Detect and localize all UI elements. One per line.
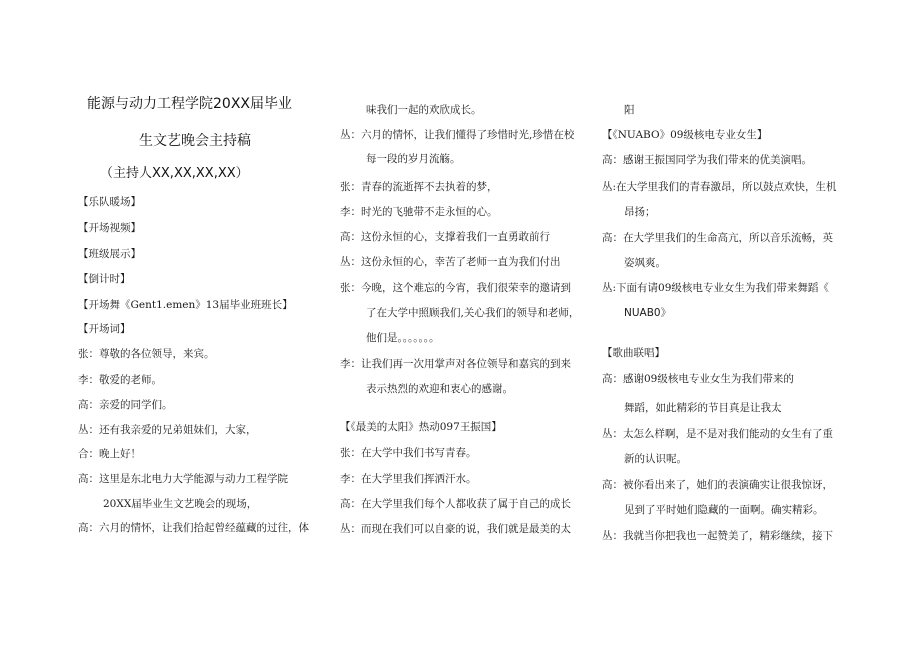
script-line: 合：晚上好！ bbox=[78, 448, 141, 460]
script-line-continued: 味我们一起的欢欣成长。 bbox=[366, 104, 482, 116]
program-item: 【《NUABO》09级核电专业女生】 bbox=[602, 129, 768, 141]
script-line: 李：在大学里我们挥洒汗水。 bbox=[340, 473, 477, 485]
program-item: 【乐队暖场】 bbox=[78, 196, 141, 208]
script-line: 张：青春的流逝挥不去执着的梦， bbox=[340, 181, 498, 193]
script-line: 高：亲爱的同学们。 bbox=[78, 399, 173, 411]
script-line: 丛:在大学里我们的青春激昂，所以鼓点欢快，生机 bbox=[602, 181, 837, 193]
doc-title-line-1: 能源与动力工程学院20XX届毕业 bbox=[87, 96, 292, 112]
script-line-continued: 每一段的岁月流觞。 bbox=[366, 153, 461, 165]
script-line: 高：这里是东北电力大学能源与动力工程学院 bbox=[78, 473, 288, 485]
script-line: 高：在大学里我们每个人都收获了属于自己的成长 bbox=[340, 498, 571, 510]
script-line-continued: 姿飒爽。 bbox=[624, 257, 666, 269]
doc-hosts-line: （主持人XX,XX,XX,XX） bbox=[100, 166, 249, 181]
script-line: 丛：还有我亲爱的兄弟姐妹们，大家， bbox=[78, 424, 257, 436]
script-line: 丛:下面有请09级核电专业女生为我们带来舞蹈《 bbox=[602, 282, 829, 294]
script-line-continued: 了在大学中照顾我们,关心我们的领导和老师， bbox=[366, 307, 580, 319]
program-item: 【倒计时】 bbox=[78, 273, 131, 285]
script-line: 丛：六月的情怀，让我们懂得了珍惜时光,珍惜在校 bbox=[340, 129, 575, 141]
script-line: 高：六月的情怀，让我们拾起曾经蕴藏的过往，体 bbox=[78, 522, 309, 534]
doc-title-line-2: 生文艺晚会主持稿 bbox=[139, 133, 251, 149]
script-line: 高：在大学里我们的生命高亢，所以音乐流畅，英 bbox=[602, 232, 833, 244]
script-line-continued: 表示热烈的欢迎和衷心的感谢。 bbox=[366, 383, 513, 395]
script-line-continued: 阳 bbox=[624, 104, 635, 116]
program-item: 【班级展示】 bbox=[78, 248, 141, 260]
script-line: 张：在大学中我们书写青春。 bbox=[340, 447, 477, 459]
program-item: 【开场舞《Gent1.emen》13届毕业班班长】 bbox=[78, 299, 293, 311]
script-line: 丛：太怎么样啊，是不是对我们能动的女生有了重 bbox=[602, 428, 833, 440]
script-line: 李：让我们再一次用掌声对各位领导和嘉宾的到来 bbox=[340, 358, 571, 370]
script-line-continued: 舞蹈，如此精彩的节目真是让我太 bbox=[624, 402, 782, 414]
script-line-continued: 他们是。。。。。。。 bbox=[366, 332, 440, 344]
script-line: 丛：我就当你把我也一起赞美了，精彩继续，接下 bbox=[602, 530, 833, 542]
script-line: 高：感谢09级核电专业女生为我们带来的 bbox=[602, 373, 794, 385]
script-line: 李：敬爱的老师。 bbox=[78, 374, 162, 386]
script-line: 张：今晚，这个难忘的今宵，我们很荣幸的邀请到 bbox=[340, 282, 571, 294]
program-item: 【《最美的太阳》热动097王振国】 bbox=[340, 421, 502, 433]
script-line-continued: 昂扬； bbox=[624, 206, 656, 218]
script-line: 李：时光的飞驰带不走永恒的心。 bbox=[340, 206, 498, 218]
program-item: 【开场视频】 bbox=[78, 222, 141, 234]
script-line: 高：被你看出来了，她们的表演确实让很我惊讶， bbox=[602, 479, 833, 491]
script-line: 丛：这份永恒的心，幸苦了老师一直为我们付出 bbox=[340, 256, 561, 268]
script-line-continued: 见到了平时她们隐藏的一面啊。确实精彩。 bbox=[624, 504, 824, 516]
script-line: 张：尊敬的各位领导，来宾。 bbox=[78, 348, 215, 360]
script-line: 高：感谢王振国同学为我们带来的优美演唱。 bbox=[602, 154, 812, 166]
program-item: 【开场词】 bbox=[78, 323, 131, 335]
script-line: 丛：而现在我们可以自豪的说，我们就是最美的太 bbox=[340, 523, 571, 535]
program-item: 【歌曲联唱】 bbox=[602, 347, 665, 359]
script-line: 高：这份永恒的心，支撑着我们一直勇敢前行 bbox=[340, 231, 550, 243]
script-line-continued: 新的认识呢。 bbox=[624, 453, 687, 465]
script-line-continued: NUAB0》 bbox=[624, 307, 672, 319]
script-line-continued: 20XX届毕业生文艺晚会的现场， bbox=[103, 498, 258, 510]
